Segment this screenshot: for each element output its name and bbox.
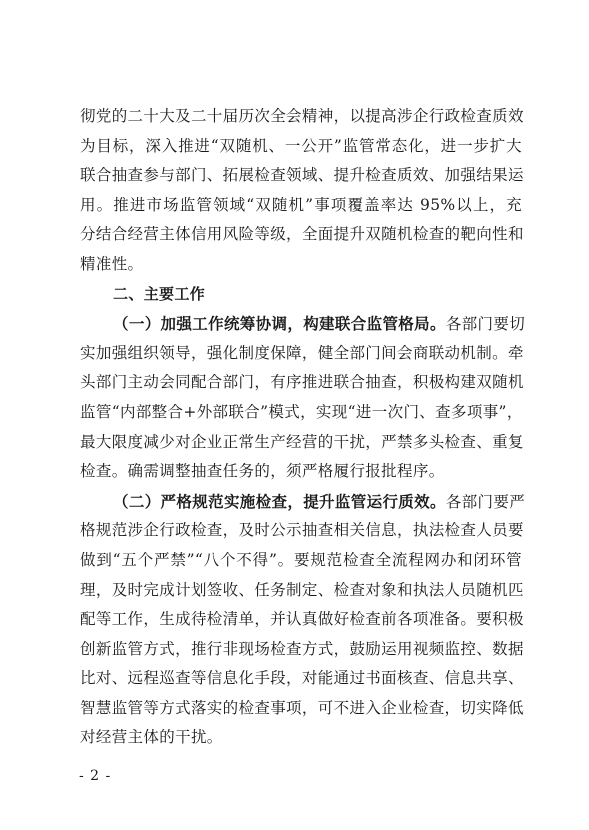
item1-title: （一）加强工作统筹协调，构建联合监管格局。 [113, 314, 446, 334]
item1-line-5: 最大限度减少对企业正常生产经营的干扰，严禁多头检查、重复 [80, 432, 524, 451]
item2-line-9: 对经营主体的干扰。 [80, 728, 223, 747]
page-number: - 2 - [79, 768, 112, 784]
intro-line-5: 分结合经营主体信用风险等级，全面提升双随机检查的靶向性和 [80, 225, 524, 244]
section-heading: 二、主要工作 [113, 284, 206, 303]
item1-first-line [80, 309, 526, 339]
intro-line-3: 联合抽查参与部门、拓展检查领域、提升检查质效、加强结果运 [80, 166, 524, 185]
item2-first-line [80, 487, 526, 517]
item2-line-3: 做到“五个严禁”“八个不得”。要规范检查全流程网办和闭环管 [80, 550, 522, 569]
intro-line-4: 用。推进市场监管领域“双随机”事项覆盖率达 95%以上，充 [80, 195, 522, 214]
item2-line-7: 比对、远程巡查等信息化手段，对能通过书面核查、信息共享、 [80, 669, 524, 688]
item2-line-5: 配等工作，生成待检清单，并认真做好检查前各项准备。要积极 [80, 610, 524, 629]
intro-line-1: 彻党的二十大及二十届历次全会精神，以提高涉企行政检查质效 [80, 107, 524, 125]
item2-line-2: 格规范涉企行政检查，及时公示抽查相关信息，执法检查人员要 [80, 521, 524, 540]
item2-first-rest: 各部门要严 [445, 492, 526, 511]
document-body [80, 102, 526, 753]
item2-line-8: 智慧监管等方式落实的检查事项，可不进入企业检查，切实降低 [80, 698, 524, 717]
intro-line-2: 为目标，深入推进“双随机、一公开”监管常态化，进一步扩大 [80, 136, 522, 155]
item1-line-4: 监管“内部整合+外部联合”模式，实现“进一次门、查多项事”， [80, 402, 523, 421]
item1-line-2: 实加强组织领导，强化制度保障，健全部门间会商联动机制。牵 [80, 343, 524, 362]
item2-line-4: 理，及时完成计划签收、任务制定、检查对象和执法人员随机匹 [80, 580, 524, 599]
item1-line-6: 检查。确需调整抽查任务的，须严格履行报批程序。 [80, 462, 445, 481]
item2-line-6: 创新监管方式，推行非现场检查方式，鼓励运用视频监控、数据 [80, 639, 524, 658]
intro-line-6: 精准性。 [80, 254, 144, 273]
item1-line-3: 头部门主动会同配合部门，有序推进联合抽查，积极构建双随机 [80, 373, 524, 392]
item1-first-rest: 各部门要切 [445, 315, 526, 334]
item2-title: （二）严格规范实施检查，提升监管运行质效。 [113, 491, 446, 511]
